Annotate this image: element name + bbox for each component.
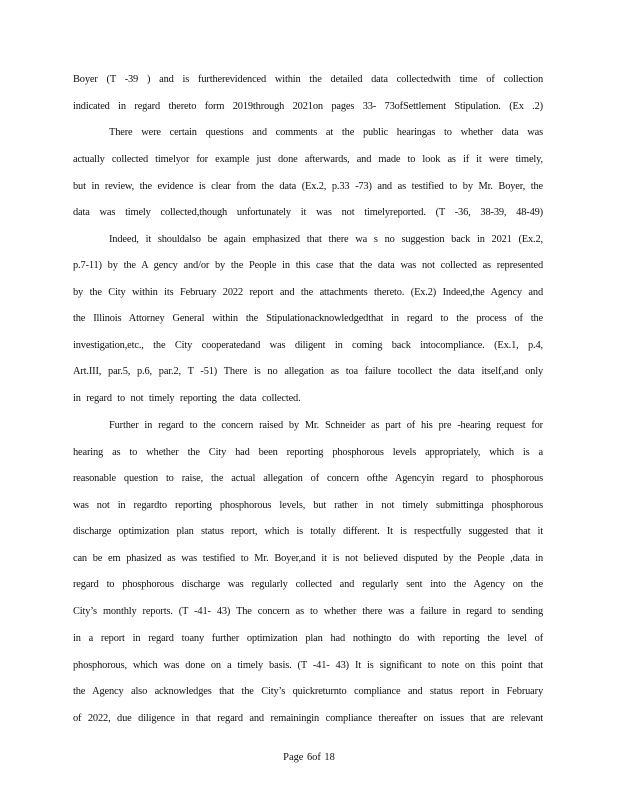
text-line: Further in regard to the concern raised by Mr. Schneider as part of his pre -hearing request for xyxy=(109,420,543,431)
text-line: the Agency also acknowledges that the City’s quickreturnto compliance and status report in February xyxy=(73,686,543,697)
page-number-footer: Page 6of 18 xyxy=(283,752,335,763)
text-line: investigation,etc., the City cooperatedand was diligent in coming back intocompliance. (Ex.1, p.4, xyxy=(73,340,543,351)
text-line: discharge optimization plan status report, which is totally different. It is respectfully suggested that it xyxy=(73,526,543,537)
text-line: was not in regardto reporting phosphorous levels, but rather in not timely submittinga phosphorous xyxy=(73,500,543,511)
text-line: reasonable question to raise, the actual allegation of concern ofthe Agencyin regard to phosphorous xyxy=(73,473,543,484)
text-line: There were certain questions and comments at the public hearingas to whether data was xyxy=(109,127,543,138)
text-line: in a report in regard toany further optimization plan had nothingto do with reporting the level of xyxy=(73,633,543,644)
text-line: indicated in regard thereto form 2019through 2021on pages 33- 73ofSettlement Stipulation. (Ex .2) xyxy=(73,101,543,112)
text-line: but in review, the evidence is clear from the data (Ex.2, p.33 -73) and as testified to by Mr. Boyer, the xyxy=(73,181,543,192)
text-line: phosphorous, which was done on a timely basis. (T -41- 43) It is significant to note on this point that xyxy=(73,660,543,671)
text-line: Art.III, par.5, p.6, par.2, T -51) There is no allegation as toa failure tocollect the data itself,and only xyxy=(73,366,543,377)
text-line: by the City within its February 2022 report and the attachments thereto. (Ex.2) Indeed,the Agency and xyxy=(73,287,543,298)
text-line: actually collected timelyor for example just done afterwards, and made to look as if it were timely, xyxy=(73,154,543,165)
text-line: can be em phasized as was testified to Mr. Boyer,and it is not believed disputed by the People ,data in xyxy=(73,553,543,564)
text-line: data was timely collected,though unfortunately it was not timelyreported. (T -36, 38-39, 48-49) xyxy=(73,207,543,218)
text-line: of 2022, due diligence in that regard and remainingin compliance thereafter on issues that are relevant xyxy=(73,713,543,724)
text-line: Boyer (T -39 ) and is furtherevidenced within the detailed data collectedwith time of collection xyxy=(73,74,543,85)
text-line: the Illinois Attorney General within the Stipulationacknowledgedthat in regard to the process of the xyxy=(73,313,543,324)
text-line: in regard to not timely reporting the data collected. xyxy=(73,393,301,404)
text-line: p.7-11) by the A gency and/or by the People in this case that the data was not collected as represented xyxy=(73,260,543,271)
text-line: City’s monthly reports. (T -41- 43) The concern as to whether there was a failure in regard to sending xyxy=(73,606,543,617)
text-line: Indeed, it shouldalso be again emphasized that there wa s no suggestion back in 2021 (Ex.2, xyxy=(109,234,543,245)
text-line: hearing as to whether the City had been reporting phosphorous levels appropriately, which is a xyxy=(73,447,543,458)
text-line: regard to phosphorous discharge was regularly collected and regularly sent into the Agency on the xyxy=(73,579,543,590)
